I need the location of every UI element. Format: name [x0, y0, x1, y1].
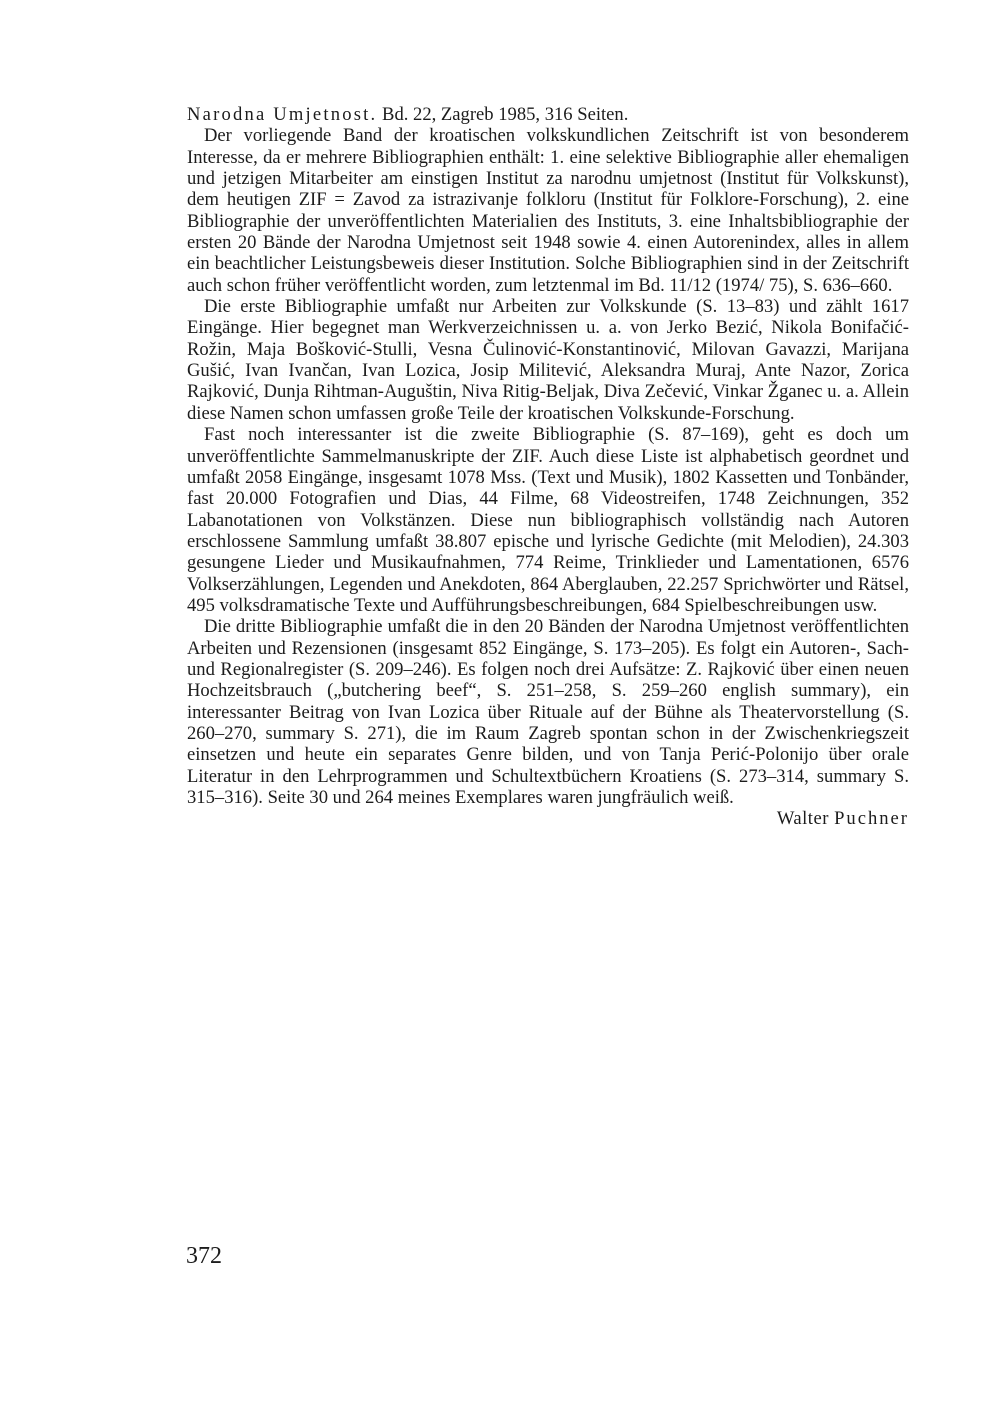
paragraph-1: Der vorliegende Band der kroatischen volkskundlichen Zeitschrift ist von besonderem Interesse, da er mehrere Bibliographien enthält: 1. eine selektive Bibliographie aller ehemaligen und jetzigen Mitarbeiter am einstigen Institut za narodnu umjetnost (Institut für Volkskunst), dem heutigen ZIF = Zavod za istrazivanje folkloru (Institut für Folklore-Forschung), 2. eine Bibliographie der unveröffentlichten Materialien des Instituts, 3. eine Inhaltsbibliographie der ersten 20 Bände der Narodna Umjetnost seit 1948 sowie 4. einen Autorenindex, alles in allem ein beachtlicher Leistungsbeweis dieser Institution. Solche Bibliographien sind in der Zeitschrift auch schon früher veröffentlicht worden, zum letztenmal im Bd. 11/12 (1974/ 75), S. 636–660.	[187, 125, 909, 296]
paragraph-3: Fast noch interessanter ist die zweite Bibliographie (S. 87–169), geht es doch um unveröffentlichte Sammelmanuskripte der ZIF. Auch diese Liste ist alphabetisch geordnet und umfaßt 2058 Eingänge, insgesamt 1078 Mss. (Text und Musik), 1802 Kassetten und Tonbänder, fast 20.000 Fotografien und Dias, 44 Filme, 68 Videostreifen, 1748 Zeichnungen, 352 Labanotationen von Volkstänzen. Diese nun bibliographisch vollständig nach Autoren erschlossene Sammlung umfaßt 38.807 epische und lyrische Gedichte (mit Melodien), 24.303 gesungene Lieder und Musikaufnahmen, 774 Reime, Trinklieder und Lamentationen, 6576 Volkserzählungen, Legenden und Anekdoten, 864 Aberglauben, 22.257 Sprichwörter und Rätsel, 495 volksdramatische Texte und Aufführungsbeschreibungen, 684 Spielbeschreibungen usw.	[187, 424, 909, 616]
review-article	[187, 104, 909, 830]
page-number: 372	[186, 1243, 222, 1269]
journal-details: Bd. 22, Zagreb 1985, 316 Seiten.	[377, 104, 629, 125]
author-signature	[187, 808, 909, 829]
paragraph-2: Die erste Bibliographie umfaßt nur Arbeiten zur Volkskunde (S. 13–83) und zählt 1617 Eingänge. Hier begegnet man Werkverzeichnissen u. a. von Jerko Bezić, Nikola Bonifačić-Rožin, Maja Bošković-Stulli, Vesna Čulinović-Konstantinović, Milovan Gavazzi, Marijana Gušić, Ivan Ivančan, Ivan Lozica, Josip Militević, Aleksandra Muraj, Ante Nazor, Zorica Rajković, Dunja Rihtman-Auguštin, Niva Ritig-Beljak, Diva Zečević, Vinkar Žganec u. a. Allein diese Namen schon umfassen große Teile der kroatischen Volkskunde-Forschung.	[187, 296, 909, 424]
author-last-name: Puchner	[834, 808, 909, 830]
review-heading	[187, 104, 909, 125]
paragraph-4: Die dritte Bibliographie umfaßt die in den 20 Bänden der Narodna Umjetnost veröffentlichten Arbeiten und Rezensionen (insgesamt 852 Eingänge, S. 173–205). Es folgt ein Autoren-, Sach- und Regionalregister (S. 209–246). Es folgen noch drei Aufsätze: Z. Rajković über einen neuen Hochzeitsbrauch („butchering beef“, S. 251–258, S. 259–260 english summary), ein interessanter Beitrag von Ivan Lozica über Rituale auf der Bühne als Theatervorstellung (S. 260–270, summary S. 271), die im Raum Zagreb spontan schon in der Zwischenkriegszeit einsetzen und heute ein separates Genre bilden, und von Tanja Perić-Polonijo über orale Literatur in den Lehrprogrammen und Schultextbüchern Kroatiens (S. 273–314, summary S. 315–316). Seite 30 und 264 meines Exemplares waren jungfräulich weiß.	[187, 616, 909, 808]
journal-title: Narodna Umjetnost.	[187, 104, 378, 125]
author-first-name: Walter	[776, 808, 835, 830]
